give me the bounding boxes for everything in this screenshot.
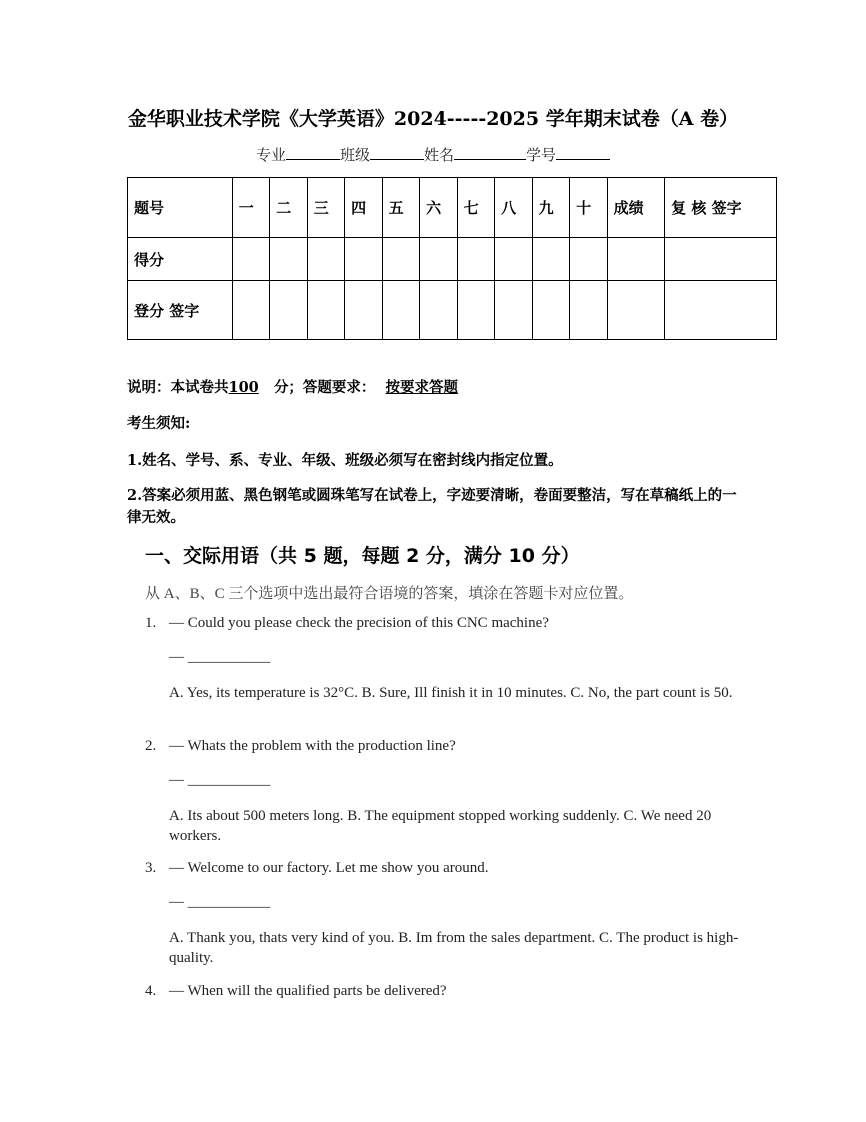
class-label: 班级 — [339, 146, 370, 164]
score-cell[interactable] — [457, 238, 494, 281]
notice-heading: 考生须知: — [127, 415, 191, 432]
answer-options: A. Thank you, thats very kind of you. B. Im from the sales department. C. The product is high-quality. — [169, 930, 739, 966]
row-label: 得分 — [128, 238, 233, 281]
question-text: — Could you please check the precision of this CNC machine? — [169, 615, 549, 631]
question-number: 1. — [145, 615, 157, 631]
question-text: — When will the qualified parts be delivered? — [169, 983, 447, 999]
score-cell[interactable] — [345, 281, 382, 340]
class-blank[interactable] — [370, 145, 424, 160]
header-cell: 复 核 签字 — [665, 178, 777, 238]
total-score: 100 — [228, 379, 259, 396]
answer-options: A. Its about 500 meters long. B. The equipment stopped working suddenly. C. We need 20 workers. — [169, 808, 712, 844]
notice-1: 1.姓名、学号、系、专业、年级、班级必须写在密封线内指定位置。 — [127, 452, 563, 469]
score-cell[interactable] — [420, 238, 457, 281]
header-cell: 七 — [457, 178, 494, 238]
requirement: 按要求答题 — [385, 379, 459, 396]
score-cell[interactable] — [382, 281, 419, 340]
answer-blank[interactable]: — ___________ — [169, 772, 271, 788]
score-cell[interactable] — [307, 281, 344, 340]
score-cell[interactable] — [532, 238, 569, 281]
major-blank[interactable] — [286, 145, 340, 160]
score-cell[interactable] — [607, 238, 665, 281]
section-heading: 一、交际用语（共 5 题，每题 2 分，满分 10 分） — [145, 545, 580, 567]
header-cell: 九 — [532, 178, 569, 238]
intro-text: 说明：本试卷共 — [127, 379, 229, 396]
requirement-label: 分；答题要求： — [273, 379, 376, 396]
student-info — [0, 144, 866, 165]
score-cell[interactable] — [270, 281, 307, 340]
question-text: — Welcome to our factory. Let me show you around. — [169, 860, 489, 876]
score-cell[interactable] — [495, 238, 532, 281]
header-cell: 题号 — [128, 178, 233, 238]
name-label: 姓名 — [424, 146, 455, 164]
header-cell: 一 — [232, 178, 269, 238]
major-label: 专业 — [255, 146, 286, 164]
score-cell[interactable] — [307, 238, 344, 281]
score-cell[interactable] — [607, 281, 665, 340]
score-cell[interactable] — [345, 238, 382, 281]
notice-2: 2.答案必须用蓝、黑色钢笔或圆珠笔写在试卷上，字迹要清晰，卷面要整洁，写在草稿纸上的一律无效。 — [127, 487, 737, 526]
score-cell[interactable] — [495, 281, 532, 340]
question-number: 2. — [145, 738, 157, 754]
exam-description — [127, 376, 458, 397]
header-cell: 八 — [495, 178, 532, 238]
name-blank[interactable] — [454, 145, 526, 160]
score-cell[interactable] — [665, 238, 777, 281]
score-cell[interactable] — [382, 238, 419, 281]
score-cell[interactable] — [665, 281, 777, 340]
score-cell[interactable] — [457, 281, 494, 340]
header-cell: 六 — [420, 178, 457, 238]
header-cell: 三 — [307, 178, 344, 238]
question-text: — Whats the problem with the production line? — [169, 738, 456, 754]
id-label: 学号 — [526, 146, 557, 164]
header-cell: 二 — [270, 178, 307, 238]
question-number: 4. — [145, 983, 157, 999]
score-cell[interactable] — [270, 238, 307, 281]
section-instruction: 从 A、B、C 三个选项中选出最符合语境的答案，填涂在答题卡对应位置。 — [145, 586, 634, 602]
exam-title: 金华职业技术学院《大学英语》2024-----2025 学年期末试卷（A 卷） — [127, 108, 739, 130]
score-cell[interactable] — [532, 281, 569, 340]
score-cell[interactable] — [232, 281, 269, 340]
score-cell[interactable] — [570, 238, 607, 281]
answer-options: A. Yes, its temperature is 32°C. B. Sure, Ill finish it in 10 minutes. C. No, the part count is 50. — [169, 685, 733, 701]
header-cell: 成绩 — [607, 178, 665, 238]
id-blank[interactable] — [556, 145, 610, 160]
header-cell: 五 — [382, 178, 419, 238]
answer-blank[interactable]: — ___________ — [169, 649, 271, 665]
score-cell[interactable] — [232, 238, 269, 281]
score-table — [127, 177, 777, 340]
answer-blank[interactable]: — ___________ — [169, 894, 271, 910]
question-number: 3. — [145, 860, 157, 876]
score-cell[interactable] — [570, 281, 607, 340]
header-cell: 十 — [570, 178, 607, 238]
row-label: 登分 签字 — [128, 281, 233, 340]
header-cell: 四 — [345, 178, 382, 238]
score-cell[interactable] — [420, 281, 457, 340]
